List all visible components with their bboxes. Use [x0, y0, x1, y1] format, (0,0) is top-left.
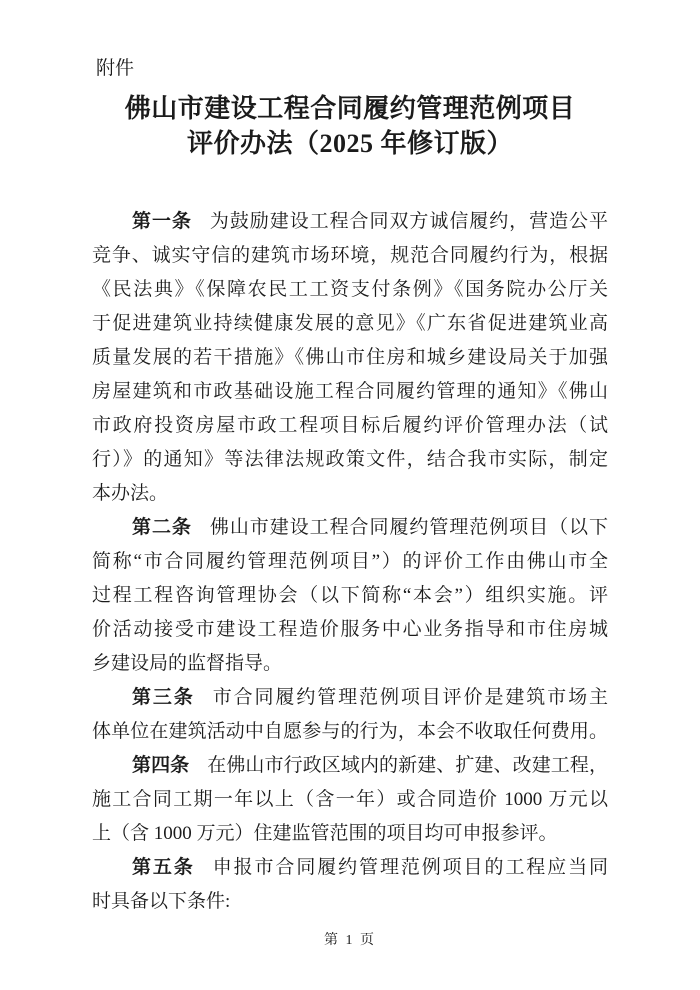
article-2-line: 过程工程咨询管理协会（以下简称“本会”）组织实施。评 [92, 585, 608, 606]
article-1-line: 房屋建筑和市政基础设施工程合同履约管理的通知》《佛山 [92, 381, 608, 402]
page-number: 第 1 页 [324, 933, 376, 948]
article-2-number: 第二条 [132, 517, 192, 538]
article-1-line: 于促进建筑业持续健康发展的意见》《广东省促进建筑业高 [92, 313, 608, 334]
article-4-text: 在佛山市行政区域内的新建、扩建、改建工程， [207, 755, 608, 776]
article-2-line: 价活动接受市建设工程造价服务中心业务指导和市住房城 [92, 619, 608, 640]
article-1-line: 竞争、诚实守信的建筑市场环境，规范合同履约行为，根据 [92, 245, 608, 266]
document-body [92, 205, 608, 919]
article-1-line [92, 205, 608, 239]
article-5-line: 时具备以下条件: [92, 891, 231, 912]
title-line-1: 佛山市建设工程合同履约管理范例项目 [124, 94, 576, 123]
article-1-line: 《民法典》《保障农民工工资支付条例》《国务院办公厅关 [92, 279, 608, 300]
article-1-line: 本办法。 [92, 483, 169, 504]
article-2-line [92, 511, 608, 545]
article-2-line: 简称“市合同履约管理范例项目”）的评价工作由佛山市全 [92, 551, 608, 572]
article-1-line: 质量发展的若干措施》《佛山市住房和城乡建设局关于加强 [92, 347, 608, 368]
document-title [0, 91, 700, 161]
article-5-line [92, 851, 608, 885]
article-1-line: 市政府投资房屋市政工程项目标后履约评价管理办法（试 [92, 415, 608, 436]
article-2-text: 佛山市建设工程合同履约管理范例项目（以下 [209, 517, 608, 538]
title-line-2: 评价办法（2025 年修订版） [186, 129, 513, 158]
article-1-line: 行）》的通知》等法律法规政策文件，结合我市实际，制定 [92, 449, 608, 470]
article-3-line: 体单位在建筑活动中自愿参与的行为，本会不收取任何费用。 [92, 721, 608, 742]
article-5-number: 第五条 [132, 857, 195, 878]
article-3-text: 市合同履约管理范例项目评价是建筑市场主 [212, 687, 608, 708]
article-5-text: 申报市合同履约管理范例项目的工程应当同 [212, 857, 608, 878]
article-1-number: 第一条 [132, 211, 192, 232]
article-4-line: 上（含 1000 万元）住建监管范围的项目均可申报参评。 [92, 823, 558, 844]
article-1-text: 为鼓励建设工程合同双方诚信履约，营造公平 [209, 211, 608, 232]
article-3-number: 第三条 [132, 687, 195, 708]
article-3-line [92, 681, 608, 715]
article-4-number: 第四条 [132, 755, 190, 776]
article-4-line: 施工合同工期一年以上（含一年）或合同造价 1000 万元以 [92, 789, 608, 810]
attachment-label: 附件 [96, 58, 135, 79]
article-2-line: 乡建设局的监督指导。 [92, 653, 283, 674]
article-4-line [92, 749, 608, 783]
